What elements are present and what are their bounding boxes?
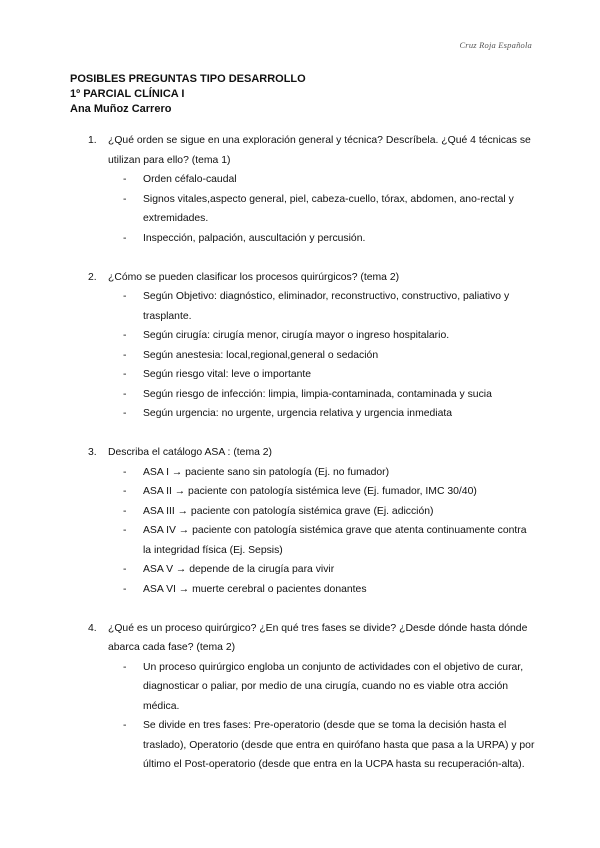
dash-bullet-icon: - <box>123 291 127 302</box>
answer-list <box>88 658 536 775</box>
answer-item: - Según cirugía: cirugía menor, cirugía mayor o ingreso hospitalario. <box>123 326 536 346</box>
question-text: ¿Qué orden se sigue en una exploración general y técnica? Descríbela. ¿Qué 4 técnicas se utilizan para ello? (tema 1) <box>108 135 531 166</box>
dash-bullet-icon: - <box>123 388 127 400</box>
answer-item: - ASA V → depende de la cirugía para vivir <box>123 560 536 580</box>
question-number: 3. <box>88 447 97 458</box>
dash-bullet-icon: - <box>123 408 127 419</box>
answer-item: - ASA IV → paciente con patología sistémica grave que atenta continuamente contra la integridad física (Ej. Sepsis) <box>123 521 536 560</box>
question-text: Describa el catálogo ASA : (tema 2) <box>108 447 273 458</box>
question-text: ¿Qué es un proceso quirúrgico? ¿En qué tres fases se divide? ¿Desde dónde hasta dónde abarca cada fase? (tema 2) <box>108 622 528 653</box>
answer-list <box>88 463 536 600</box>
answer-item: - Signos vitales,aspecto general, piel, cabeza-cuello, tórax, abdomen, ano-rectal y extremidades. <box>123 190 536 229</box>
header-brand: Cruz Roja Española <box>459 40 532 50</box>
dash-bullet-icon: - <box>123 486 127 497</box>
question-text: ¿Cómo se pueden clasificar los procesos quirúrgicos? (tema 2) <box>108 271 400 283</box>
answer-item: - Orden céfalo-caudal <box>123 170 536 190</box>
answer-item: - Inspección, palpación, auscultación y percusión. <box>123 229 536 249</box>
question-1 <box>88 131 536 248</box>
dash-bullet-icon: - <box>123 349 127 361</box>
answer-item: - ASA III → paciente con patología sistémica grave (Ej. adicción) <box>123 502 536 522</box>
dash-bullet-icon: - <box>123 193 127 205</box>
answer-item: - Según anestesia: local,regional,general o sedación <box>123 346 536 366</box>
answer-item: - Según riesgo vital: leve o importante <box>123 365 536 385</box>
answer-item: - ASA II → paciente con patología sistémica leve (Ej. fumador, IMC 30/40) <box>123 482 536 502</box>
question-2 <box>88 268 536 424</box>
dash-bullet-icon: - <box>123 466 127 478</box>
dash-bullet-icon: - <box>123 720 127 731</box>
answer-item: - ASA I → paciente sano sin patología (Ej. no fumador) <box>123 463 536 483</box>
answer-list <box>88 287 536 424</box>
question-number: 4. <box>88 622 97 634</box>
question-3 <box>88 443 536 599</box>
question-4 <box>88 619 536 775</box>
dash-bullet-icon: - <box>123 330 127 341</box>
question-number: 1. <box>88 135 97 146</box>
answer-item: - ASA VI → muerte cerebral o pacientes donantes <box>123 580 536 600</box>
dash-bullet-icon: - <box>123 564 127 575</box>
dash-bullet-icon: - <box>123 583 127 595</box>
dash-bullet-icon: - <box>123 661 127 673</box>
document-author: Ana Muñoz Carrero <box>70 103 172 115</box>
question-number: 2. <box>88 271 97 283</box>
question-list <box>88 131 536 794</box>
dash-bullet-icon: - <box>123 174 127 185</box>
dash-bullet-icon: - <box>123 232 127 244</box>
dash-bullet-icon: - <box>123 525 127 536</box>
answer-item: - Un proceso quirúrgico engloba un conjunto de actividades con el objetivo de curar, diagnosticar o paliar, por medio de una cirugía, cuando no es viable otra acción médica. <box>123 658 536 717</box>
document-subtitle: 1º PARCIAL CLÍNICA I <box>70 88 185 100</box>
dash-bullet-icon: - <box>123 369 127 380</box>
answer-item: - Según riesgo de infección: limpia, limpia-contaminada, contaminada y sucia <box>123 385 536 405</box>
dash-bullet-icon: - <box>123 505 127 517</box>
answer-item: - Se divide en tres fases: Pre-operatorio (desde que se toma la decisión hasta el traslado), Operatorio (desde que entra en quirófano hasta que pasa a la URPA) y por último el Post-operatorio (desde que entra en la UCPA hasta su recuperación-alta). <box>123 716 536 775</box>
answer-item: - Según Objetivo: diagnóstico, eliminador, reconstructivo, constructivo, paliativo y trasplante. <box>123 287 536 326</box>
answer-list <box>88 170 536 248</box>
document-title: POSIBLES PREGUNTAS TIPO DESARROLLO <box>70 73 306 85</box>
document-title-block <box>70 72 306 117</box>
answer-item: - Según urgencia: no urgente, urgencia relativa y urgencia inmediata <box>123 404 536 424</box>
